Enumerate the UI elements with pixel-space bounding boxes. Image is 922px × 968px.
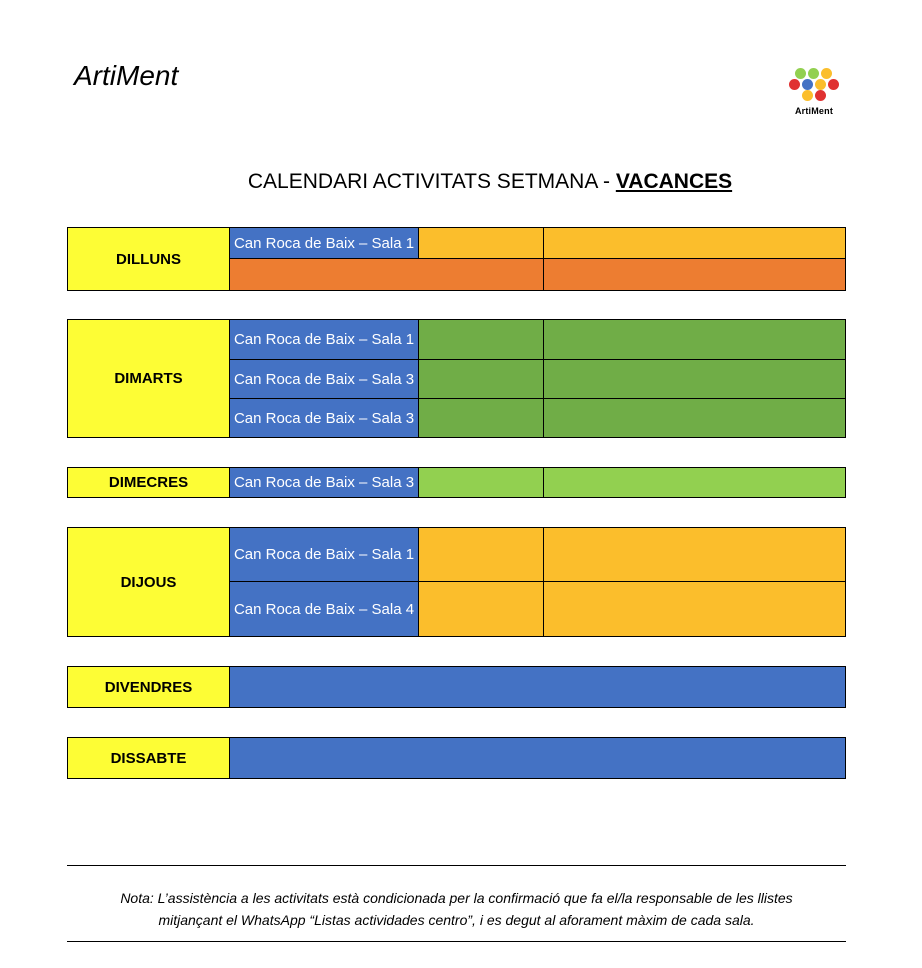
title-highlight: VACANCES [615, 170, 733, 193]
day-block-dissabte [67, 737, 846, 779]
day-label-dissabte: DISSABTE [67, 737, 230, 779]
day-label-dimarts: DIMARTS [67, 319, 230, 438]
slot-cell [543, 467, 846, 498]
location-cell: Can Roca de Baix – Sala 3 [229, 398, 419, 438]
slot-cell [418, 527, 544, 582]
slot-cell [418, 359, 544, 399]
slot-cell [229, 666, 846, 708]
slot-cell [543, 258, 846, 291]
slot-cell [543, 227, 846, 259]
location-cell: Can Roca de Baix – Sala 4 [229, 581, 419, 637]
location-cell: Can Roca de Baix – Sala 3 [229, 467, 419, 498]
slot-cell [543, 319, 846, 360]
day-block-dilluns [67, 227, 846, 291]
slot-cell [543, 527, 846, 582]
logo-text: ArtiMent [794, 106, 834, 116]
day-block-divendres [67, 666, 846, 708]
day-block-dimecres [67, 467, 846, 498]
page-title [0, 170, 922, 194]
day-label-dimecres: DIMECRES [67, 467, 230, 498]
logo-dots-icon [788, 66, 840, 104]
footer-divider-top [67, 865, 846, 866]
day-block-dijous [67, 527, 846, 637]
artiment-logo [788, 66, 840, 120]
footer-note-line2: mitjançant el WhatsApp “Listas actividades centro”, i es degut al aforament màxim de cada sala. [158, 912, 755, 928]
slot-cell [418, 467, 544, 498]
footer-divider-bottom [67, 941, 846, 942]
location-cell: Can Roca de Baix – Sala 1 [229, 227, 419, 259]
slot-cell [418, 398, 544, 438]
slot-cell [543, 581, 846, 637]
slot-cell [418, 227, 544, 259]
day-label-dilluns: DILLUNS [67, 227, 230, 291]
day-label-dijous: DIJOUS [67, 527, 230, 637]
slot-cell [543, 359, 846, 399]
brand-name: ArtiMent [74, 60, 179, 91]
title-prefix: CALENDARI ACTIVITATS SETMANA - [247, 170, 616, 193]
slot-cell [229, 258, 544, 291]
location-cell: Can Roca de Baix – Sala 3 [229, 359, 419, 399]
day-block-dimarts [67, 319, 846, 438]
slot-cell [418, 581, 544, 637]
footer-note-line1: Nota: L’assistència a les activitats està condicionada per la confirmació que fa el/la responsable de les llistes [120, 890, 793, 906]
slot-cell [418, 319, 544, 360]
slot-cell [229, 737, 846, 779]
location-cell: Can Roca de Baix – Sala 1 [229, 527, 419, 582]
footer-note [67, 887, 846, 931]
slot-cell [543, 398, 846, 438]
location-cell: Can Roca de Baix – Sala 1 [229, 319, 419, 360]
day-label-divendres: DIVENDRES [67, 666, 230, 708]
